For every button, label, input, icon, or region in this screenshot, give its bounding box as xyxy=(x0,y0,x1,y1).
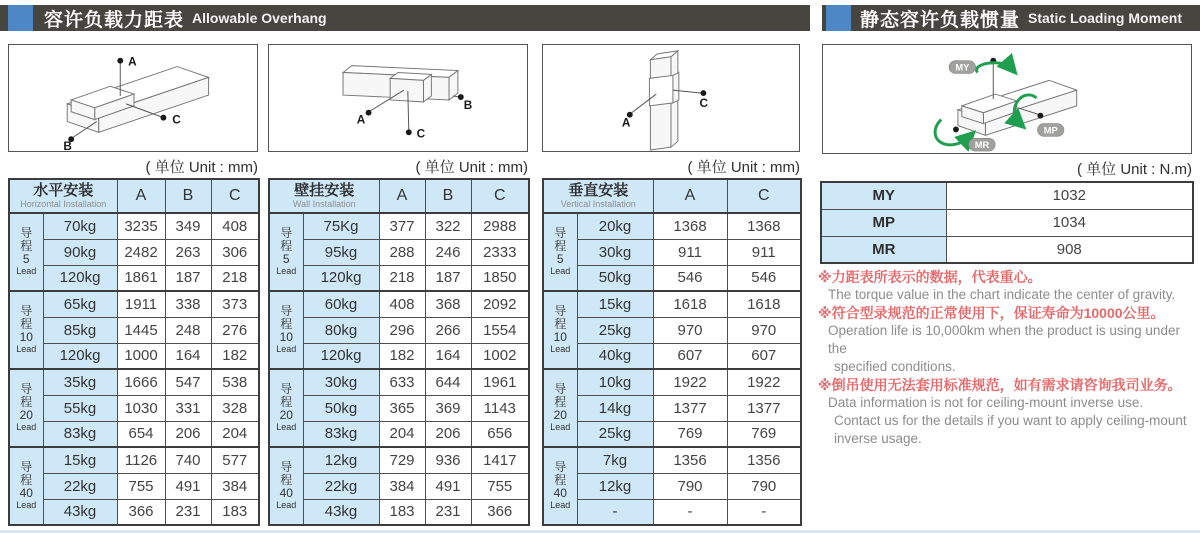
moment-label-cell: MY xyxy=(821,182,946,209)
section-title-zh: 容许负载力距表 xyxy=(44,9,185,31)
value-cell: 633 xyxy=(379,369,425,395)
value-cell: 206 xyxy=(425,421,471,447)
load-cell: 20kg xyxy=(577,213,653,239)
diagram-static-loading-moment xyxy=(822,44,1192,154)
load-cell: 120kg xyxy=(43,343,117,369)
table-horizontal-installation xyxy=(8,178,258,526)
value-cell: 1861 xyxy=(117,265,165,291)
point-c-label: C xyxy=(699,96,708,110)
accent-square xyxy=(8,5,33,31)
lead-cell: 导 程 40 Lead xyxy=(543,447,577,525)
value-cell: 538 xyxy=(211,369,259,395)
value-cell: 218 xyxy=(211,265,259,291)
value-cell: 373 xyxy=(211,291,259,317)
load-cell: 43kg xyxy=(303,499,379,525)
value-cell: 1356 xyxy=(653,447,727,473)
column-header-cell: A xyxy=(117,179,165,213)
value-cell: 296 xyxy=(379,317,425,343)
moment-value-cell: 908 xyxy=(946,236,1193,263)
value-cell: 607 xyxy=(653,343,727,369)
value-cell: 1618 xyxy=(653,291,727,317)
value-cell: 3235 xyxy=(117,213,165,239)
value-cell: 1666 xyxy=(117,369,165,395)
unit-label-nm: ( 单位 Unit : N.m) xyxy=(1077,161,1192,178)
moment-rail-diagram xyxy=(823,45,1191,153)
load-cell: 50kg xyxy=(303,395,379,421)
point-c-label: C xyxy=(416,127,426,141)
value-cell: 328 xyxy=(211,395,259,421)
value-cell: 206 xyxy=(165,421,211,447)
lead-cell: 导 程 5 Lead xyxy=(543,213,577,291)
my-label: MY xyxy=(955,62,970,73)
value-cell: 1417 xyxy=(471,447,529,473)
value-cell: 331 xyxy=(165,395,211,421)
lead-cell: 导 程 5 Lead xyxy=(269,213,303,291)
value-cell: 654 xyxy=(117,421,165,447)
point-b-label: B xyxy=(63,140,72,151)
value-cell: 368 xyxy=(425,291,471,317)
load-cell: 30kg xyxy=(577,239,653,265)
value-cell: 204 xyxy=(379,421,425,447)
section-header-allowable-overhang xyxy=(0,5,810,31)
value-cell: 366 xyxy=(117,499,165,525)
column-header-cell: C xyxy=(471,179,529,213)
value-cell: 491 xyxy=(425,473,471,499)
value-cell: 183 xyxy=(211,499,259,525)
load-cell: - xyxy=(577,499,653,525)
value-cell: 1368 xyxy=(727,213,801,239)
column-header-cell: C xyxy=(727,179,801,213)
value-cell: 187 xyxy=(165,265,211,291)
column-header-cell: C xyxy=(211,179,259,213)
value-cell: 183 xyxy=(379,499,425,525)
value-cell: 187 xyxy=(425,265,471,291)
value-cell: 231 xyxy=(425,499,471,525)
value-cell: 970 xyxy=(653,317,727,343)
value-cell: 546 xyxy=(653,265,727,291)
note-zh-line: ※符合型录规范的正常使用下，保证寿命为10000公里。 xyxy=(818,305,1165,321)
value-cell: 1368 xyxy=(653,213,727,239)
load-cell: 83kg xyxy=(43,421,117,447)
value-cell: 366 xyxy=(471,499,529,525)
value-cell: 755 xyxy=(471,473,529,499)
load-cell: 30kg xyxy=(303,369,379,395)
table-title-cell: 垂直安装 Vertical Installation xyxy=(543,179,653,213)
value-cell: 1850 xyxy=(471,265,529,291)
load-cell: 7kg xyxy=(577,447,653,473)
value-cell: 231 xyxy=(165,499,211,525)
load-cell: 22kg xyxy=(43,473,117,499)
mp-label: MP xyxy=(1043,125,1058,136)
value-cell: 1961 xyxy=(471,369,529,395)
value-cell: 2988 xyxy=(471,213,529,239)
column-header-cell: B xyxy=(425,179,471,213)
column-header-cell: A xyxy=(653,179,727,213)
value-cell: 656 xyxy=(471,421,529,447)
load-cell: 40kg xyxy=(577,343,653,369)
value-cell: 182 xyxy=(379,343,425,369)
lead-cell: 导 程 40 Lead xyxy=(269,447,303,525)
point-a-label: A xyxy=(356,113,366,127)
value-cell: 1618 xyxy=(727,291,801,317)
value-cell: 384 xyxy=(211,473,259,499)
load-cell: 85kg xyxy=(43,317,117,343)
value-cell: 322 xyxy=(425,213,471,239)
load-cell: 35kg xyxy=(43,369,117,395)
moment-label-cell: MR xyxy=(821,236,946,263)
load-cell: 50kg xyxy=(577,265,653,291)
moment-label-cell: MP xyxy=(821,209,946,236)
lead-cell: 导 程 10 Lead xyxy=(9,291,43,369)
value-cell: 408 xyxy=(211,213,259,239)
lead-cell: 导 程 10 Lead xyxy=(543,291,577,369)
unit-label-mm: ( 单位 Unit : mm) xyxy=(415,159,528,176)
moment-value-cell: 1032 xyxy=(946,182,1193,209)
load-cell: 70kg xyxy=(43,213,117,239)
value-cell: 182 xyxy=(211,343,259,369)
load-cell: 90kg xyxy=(43,239,117,265)
value-cell: 1356 xyxy=(727,447,801,473)
table-title-cell: 水平安装 Horizontal Installation xyxy=(9,179,117,213)
value-cell: 491 xyxy=(165,473,211,499)
value-cell: 1000 xyxy=(117,343,165,369)
point-b-label: B xyxy=(463,98,473,112)
value-cell: 1922 xyxy=(653,369,727,395)
load-cell: 15kg xyxy=(43,447,117,473)
load-cell: 120kg xyxy=(303,343,379,369)
value-cell: 248 xyxy=(165,317,211,343)
load-cell: 80kg xyxy=(303,317,379,343)
value-cell: 644 xyxy=(425,369,471,395)
value-cell: 218 xyxy=(379,265,425,291)
load-cell: 60kg xyxy=(303,291,379,317)
value-cell: 1445 xyxy=(117,317,165,343)
note-en-line: Data information is not for ceiling-mount inverse use. xyxy=(828,395,1144,410)
value-cell: 338 xyxy=(165,291,211,317)
value-cell: 1030 xyxy=(117,395,165,421)
load-cell: 10kg xyxy=(577,369,653,395)
value-cell: 2482 xyxy=(117,239,165,265)
value-cell: - xyxy=(653,499,727,525)
lead-cell: 导 程 10 Lead xyxy=(269,291,303,369)
point-c-dot xyxy=(700,90,706,96)
value-cell: 164 xyxy=(165,343,211,369)
note-en-line: specified conditions. xyxy=(834,359,956,374)
value-cell: - xyxy=(727,499,801,525)
value-cell: 306 xyxy=(211,239,259,265)
value-cell: 577 xyxy=(211,447,259,473)
lead-cell: 导 程 5 Lead xyxy=(9,213,43,291)
lead-cell: 导 程 20 Lead xyxy=(9,369,43,447)
load-cell: 65kg xyxy=(43,291,117,317)
value-cell: 1143 xyxy=(471,395,529,421)
value-cell: 911 xyxy=(653,239,727,265)
value-cell: 2333 xyxy=(471,239,529,265)
value-cell: 276 xyxy=(211,317,259,343)
table-static-loading-moment xyxy=(820,181,1192,264)
table-vertical-installation xyxy=(542,178,800,526)
value-cell: 204 xyxy=(211,421,259,447)
note-en-line: Contact us for the details if you want to apply ceiling-mount xyxy=(834,413,1187,428)
value-cell: 970 xyxy=(727,317,801,343)
value-cell: 546 xyxy=(727,265,801,291)
wall-rail-diagram xyxy=(269,45,527,151)
note-en-line: inverse usage. xyxy=(834,431,922,446)
value-cell: 755 xyxy=(117,473,165,499)
load-cell: 75Kg xyxy=(303,213,379,239)
value-cell: 607 xyxy=(727,343,801,369)
value-cell: 936 xyxy=(425,447,471,473)
value-cell: 266 xyxy=(425,317,471,343)
column-header-cell: B xyxy=(165,179,211,213)
value-cell: 377 xyxy=(379,213,425,239)
value-cell: 1002 xyxy=(471,343,529,369)
load-cell: 14kg xyxy=(577,395,653,421)
diagram-vertical-installation xyxy=(542,44,800,152)
value-cell: 246 xyxy=(425,239,471,265)
value-cell: 1377 xyxy=(653,395,727,421)
value-cell: 769 xyxy=(653,421,727,447)
section-title-en: Static Loading Moment xyxy=(1028,10,1183,26)
note-en-line: The torque value in the chart indicate the center of gravity. xyxy=(828,287,1176,302)
value-cell: 1377 xyxy=(727,395,801,421)
value-cell: 384 xyxy=(379,473,425,499)
value-cell: 164 xyxy=(425,343,471,369)
note-zh-line: ※倒吊使用无法套用标准规范，如有需求请咨询我司业务。 xyxy=(818,377,1182,393)
load-cell: 12kg xyxy=(303,447,379,473)
table-title-cell: 壁挂安装 Wall Installation xyxy=(269,179,379,213)
value-cell: 2092 xyxy=(471,291,529,317)
value-cell: 1126 xyxy=(117,447,165,473)
load-cell: 12kg xyxy=(577,473,653,499)
load-cell: 22kg xyxy=(303,473,379,499)
accent-square xyxy=(826,5,851,31)
section-header-static-loading-moment xyxy=(822,5,1200,31)
value-cell: 729 xyxy=(379,447,425,473)
load-cell: 120kg xyxy=(303,265,379,291)
value-cell: 790 xyxy=(653,473,727,499)
value-cell: 263 xyxy=(165,239,211,265)
value-cell: 365 xyxy=(379,395,425,421)
value-cell: 408 xyxy=(379,291,425,317)
load-cell: 25kg xyxy=(577,317,653,343)
load-cell: 55kg xyxy=(43,395,117,421)
value-cell: 911 xyxy=(727,239,801,265)
value-cell: 1922 xyxy=(727,369,801,395)
load-cell: 43kg xyxy=(43,499,117,525)
point-c-dot xyxy=(160,115,166,121)
value-cell: 740 xyxy=(165,447,211,473)
note-en-line: Operation life is 10,000km when the product is using under the xyxy=(828,323,1180,356)
value-cell: 288 xyxy=(379,239,425,265)
lead-cell: 导 程 20 Lead xyxy=(543,369,577,447)
load-cell: 120kg xyxy=(43,265,117,291)
section-title-zh: 静态容许负载惯量 xyxy=(860,9,1021,31)
load-cell: 95kg xyxy=(303,239,379,265)
value-cell: 790 xyxy=(727,473,801,499)
value-cell: 349 xyxy=(165,213,211,239)
vertical-rail-diagram xyxy=(543,45,799,151)
point-a-label: A xyxy=(621,116,631,130)
horizontal-rail-diagram xyxy=(9,45,257,151)
note-zh-line: ※力距表所表示的数据，代表重心。 xyxy=(818,269,1042,285)
value-cell: 1911 xyxy=(117,291,165,317)
lead-cell: 导 程 40 Lead xyxy=(9,447,43,525)
point-a-dot xyxy=(366,110,372,116)
value-cell: 769 xyxy=(727,421,801,447)
unit-label-mm: ( 单位 Unit : mm) xyxy=(687,159,800,176)
diagram-horizontal-installation xyxy=(8,44,258,152)
mr-label: MR xyxy=(974,140,990,151)
column-header-cell: A xyxy=(379,179,425,213)
load-cell: 15kg xyxy=(577,291,653,317)
point-a-dot xyxy=(117,58,123,64)
point-c-label: C xyxy=(172,113,181,127)
value-cell: 369 xyxy=(425,395,471,421)
moment-value-cell: 1034 xyxy=(946,209,1193,236)
load-cell: 25kg xyxy=(577,421,653,447)
diagram-wall-installation xyxy=(268,44,528,152)
value-cell: 1554 xyxy=(471,317,529,343)
notes-block xyxy=(818,268,1200,448)
load-cell: 83kg xyxy=(303,421,379,447)
table-wall-installation xyxy=(268,178,528,526)
value-cell: 547 xyxy=(165,369,211,395)
point-a-label: A xyxy=(128,55,137,69)
unit-label-mm: ( 单位 Unit : mm) xyxy=(145,159,258,176)
point-c-dot xyxy=(406,129,412,135)
section-title-en: Allowable Overhang xyxy=(192,10,327,26)
lead-cell: 导 程 20 Lead xyxy=(269,369,303,447)
